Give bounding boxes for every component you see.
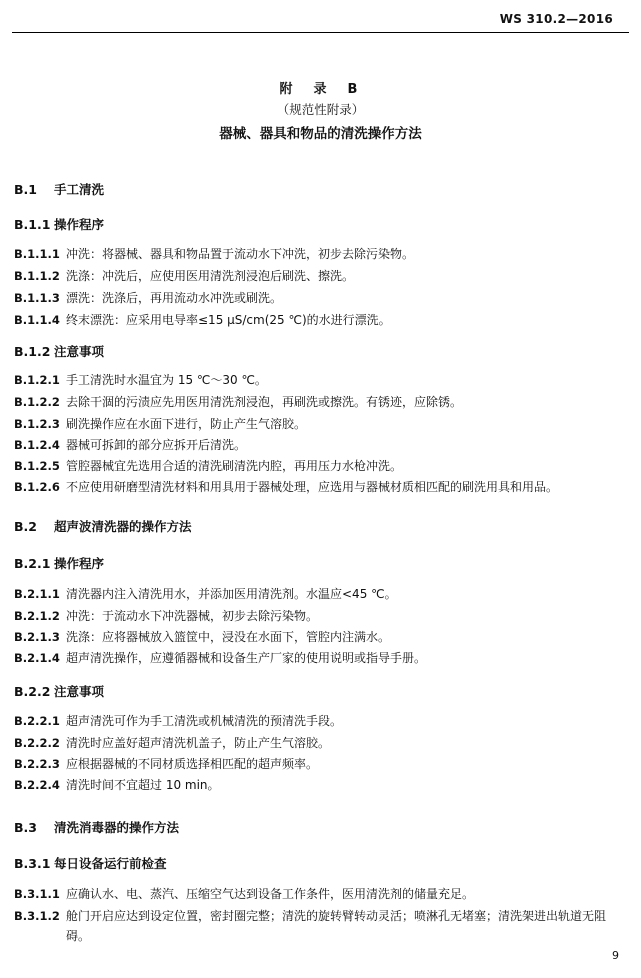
clause-number: B.1.1.4 xyxy=(14,313,60,327)
appendix-name: 器械、器具和物品的清洗操作方法 xyxy=(219,126,422,142)
clause-text: 手工清洗时水温宜为 15 ℃～30 ℃。 xyxy=(66,373,267,387)
clause-number: B.2.2.1 xyxy=(14,714,60,728)
clause-item xyxy=(14,584,627,604)
clause-number: B.1.2.1 xyxy=(14,373,60,387)
section-number: B.2.1 xyxy=(14,556,51,571)
clause-item xyxy=(14,244,627,264)
section-heading-b2 xyxy=(14,517,192,535)
clause-text: 不应使用研磨型清洗材料和用具用于器械处理，应选用与器械材质相匹配的刷洗用具和用品。 xyxy=(66,480,559,494)
appendix-subtitle: （规范性附录） xyxy=(276,102,365,117)
section-heading-b1 xyxy=(14,180,104,198)
clause-item xyxy=(14,435,627,455)
clause-number: B.1.1.3 xyxy=(14,291,60,305)
clause-number: B.1.2.4 xyxy=(14,438,60,452)
clause-number: B.2.2.2 xyxy=(14,736,60,750)
clause-number: B.2.1.2 xyxy=(14,609,60,623)
clause-number: B.1.2.5 xyxy=(14,459,60,473)
section-title: 注意事项 xyxy=(54,684,105,699)
clause-item xyxy=(14,370,627,390)
clause-text: 冲洗：将器械、器具和物品置于流动水下冲洗，初步去除污染物。 xyxy=(66,247,415,261)
clause-item xyxy=(14,266,627,286)
clause-text: 超声清洗操作，应遵循器械和设备生产厂家的使用说明或指导手册。 xyxy=(66,651,427,665)
section-title: 手工清洗 xyxy=(54,182,105,197)
clause-number: B.3.1.2 xyxy=(14,909,60,923)
clause-number: B.2.2.3 xyxy=(14,757,60,771)
subsection-heading-b12 xyxy=(14,342,104,360)
section-number: B.1.2 xyxy=(14,344,51,359)
clause-text: 去除干涸的污渍应先用医用清洗剂浸泡，再刷洗或擦洗。有锈迹，应除锈。 xyxy=(66,395,463,409)
clause-item xyxy=(14,310,627,330)
section-title: 清洗消毒器的操作方法 xyxy=(54,820,180,835)
clause-text: 应根据器械的不同材质选择相匹配的超声频率。 xyxy=(66,757,319,771)
header-rule xyxy=(12,32,629,33)
section-title: 操作程序 xyxy=(54,217,105,232)
clause-text: 终末漂洗：应采用电导率≤15 μS/cm(25 ℃)的水进行漂洗。 xyxy=(66,313,391,327)
clause-text: 漂洗：洗涤后，再用流动水冲洗或刷洗。 xyxy=(66,291,283,305)
clause-text: 洗涤：冲洗后，应使用医用清洗剂浸泡后刷洗、擦洗。 xyxy=(66,269,355,283)
clause-number: B.1.1.1 xyxy=(14,247,60,261)
clause-text: 超声清洗可作为手工清洗或机械清洗的预清洗手段。 xyxy=(66,714,343,728)
clause-text: 舱门开启应达到设定位置，密封圈完整；清洗的旋转臂转动灵活；喷淋孔无堵塞；清洗架进出轨道无阻碍。 xyxy=(66,909,607,943)
clause-text: 器械可拆卸的部分应拆开后清洗。 xyxy=(66,438,247,452)
clause-item xyxy=(14,414,627,434)
clause-item xyxy=(14,884,627,904)
appendix-title-block xyxy=(0,78,641,144)
document-id-header: WS 310.2—2016 xyxy=(499,12,613,26)
page-number: 9 xyxy=(612,949,619,962)
section-number: B.1 xyxy=(14,182,37,197)
clause-item xyxy=(14,477,627,497)
section-number: B.3.1 xyxy=(14,856,51,871)
section-title: 操作程序 xyxy=(54,556,105,571)
section-number: B.3 xyxy=(14,820,37,835)
clause-item xyxy=(14,711,627,731)
clause-item xyxy=(14,754,627,774)
clause-text: 冲洗：于流动水下冲洗器械，初步去除污染物。 xyxy=(66,609,319,623)
appendix-title: 附 录 B xyxy=(279,82,362,97)
section-number: B.2 xyxy=(14,519,37,534)
section-title: 超声波清洗器的操作方法 xyxy=(54,519,192,534)
clause-number: B.1.1.2 xyxy=(14,269,60,283)
subsection-heading-b11 xyxy=(14,215,104,233)
clause-number: B.2.1.3 xyxy=(14,630,60,644)
clause-text: 清洗时间不宜超过 10 min。 xyxy=(66,778,220,792)
clause-number: B.2.1.4 xyxy=(14,651,60,665)
section-title: 每日设备运行前检查 xyxy=(54,856,167,871)
clause-item xyxy=(14,648,627,668)
section-number: B.1.1 xyxy=(14,217,51,232)
section-heading-b3 xyxy=(14,818,179,836)
clause-item xyxy=(14,606,627,626)
clause-text: 清洗器内注入清洗用水，并添加医用清洗剂。水温应<45 ℃。 xyxy=(66,587,397,601)
clause-item xyxy=(14,627,627,647)
clause-item xyxy=(14,733,627,753)
clause-number: B.2.2.4 xyxy=(14,778,60,792)
clause-text: 刷洗操作应在水面下进行，防止产生气溶胶。 xyxy=(66,417,307,431)
clause-item xyxy=(14,775,627,795)
subsection-heading-b31 xyxy=(14,854,167,872)
section-number: B.2.2 xyxy=(14,684,51,699)
clause-item xyxy=(14,288,627,308)
clause-number: B.1.2.6 xyxy=(14,480,60,494)
clause-text: 清洗时应盖好超声清洗机盖子，防止产生气溶胶。 xyxy=(66,736,331,750)
clause-item xyxy=(14,456,627,476)
clause-number: B.1.2.2 xyxy=(14,395,60,409)
subsection-heading-b22 xyxy=(14,682,104,700)
clause-item xyxy=(14,392,627,412)
clause-number: B.2.1.1 xyxy=(14,587,60,601)
section-title: 注意事项 xyxy=(54,344,105,359)
clause-number: B.1.2.3 xyxy=(14,417,60,431)
subsection-heading-b21 xyxy=(14,554,104,572)
clause-item xyxy=(14,906,627,946)
clause-text: 管腔器械宜先选用合适的清洗刷清洗内腔，再用压力水枪冲洗。 xyxy=(66,459,403,473)
clause-text: 洗涤：应将器械放入篮筐中，浸没在水面下，管腔内注满水。 xyxy=(66,630,391,644)
clause-text: 应确认水、电、蒸汽、压缩空气达到设备工作条件，医用清洗剂的储量充足。 xyxy=(66,887,475,901)
clause-number: B.3.1.1 xyxy=(14,887,60,901)
